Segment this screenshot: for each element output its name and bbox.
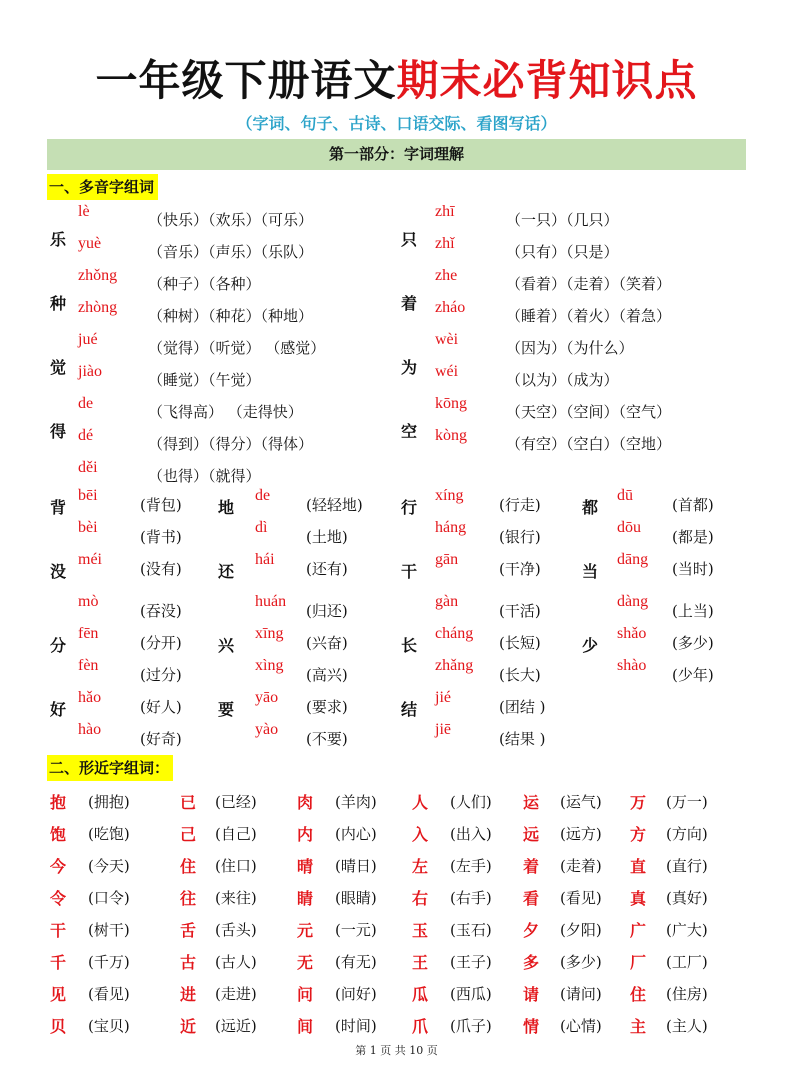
similar-word: (有无) — [335, 953, 377, 971]
similar-word: (舌头) — [215, 921, 257, 939]
similar-char: 运 — [523, 793, 540, 812]
word: (银行) — [499, 528, 541, 546]
pinyin: mò — [78, 593, 99, 610]
word: (长大) — [499, 666, 541, 684]
similar-word: (西瓜) — [450, 985, 492, 1003]
similar-word: (爪子) — [450, 1017, 492, 1035]
pinyin: yào — [255, 721, 279, 738]
pinyin: de — [255, 487, 271, 504]
word: (还有) — [306, 560, 348, 578]
pinyin: hái — [255, 551, 275, 568]
similar-word: (拥抱) — [88, 793, 130, 811]
similar-word: (吃饱) — [88, 825, 130, 843]
pinyin: wèi — [435, 331, 459, 348]
pinyin: hǎo — [78, 689, 102, 706]
pinyin: zhe — [435, 267, 458, 284]
word-group: （以为）（成为） — [506, 371, 619, 389]
similar-word: (眼睛) — [335, 889, 377, 907]
pinyin: zhī — [435, 203, 455, 220]
word: (长短) — [499, 634, 541, 652]
similar-char: 玉 — [412, 921, 429, 940]
similar-char: 元 — [297, 921, 314, 940]
pinyin: zhǒng — [78, 267, 118, 284]
similar-char: 晴 — [297, 857, 314, 876]
similar-word: (走进) — [215, 985, 257, 1003]
pinyin: fēn — [78, 625, 99, 642]
similar-char: 饱 — [50, 825, 67, 844]
similar-word: (已经) — [215, 793, 257, 811]
similar-char: 多 — [523, 953, 540, 972]
polyphonic-char: 背 — [50, 498, 67, 517]
pinyin: yāo — [255, 689, 279, 706]
pinyin: dé — [78, 427, 94, 444]
similar-char: 爪 — [412, 1017, 429, 1036]
similar-char: 进 — [180, 985, 197, 1004]
word: (背书) — [140, 528, 182, 546]
similar-word: (人们) — [450, 793, 492, 811]
polyphonic-char: 得 — [50, 422, 67, 441]
polyphonic-char: 种 — [50, 294, 67, 313]
similar-word: (广大) — [666, 921, 708, 939]
word-group: （快乐）（欢乐）（可乐） — [148, 211, 314, 229]
pinyin: jiē — [435, 721, 451, 738]
pinyin: dōu — [617, 519, 641, 536]
polyphonic-char: 长 — [401, 636, 418, 655]
similar-char: 王 — [412, 953, 429, 972]
pinyin: shào — [617, 657, 647, 674]
word-group: （音乐）（声乐）（乐队） — [148, 243, 314, 261]
similar-word: (万一) — [666, 793, 708, 811]
part-banner: 第一部分：字词理解 — [47, 139, 746, 170]
word-group: （种树）（种花）（种地） — [148, 307, 314, 325]
word-group: （也得）（就得） — [148, 467, 261, 485]
polyphonic-char: 兴 — [218, 636, 235, 655]
word-group: （觉得）（听觉） （感觉） — [148, 339, 326, 357]
pinyin: kōng — [435, 395, 467, 412]
word-group: （一只）（几只） — [506, 211, 619, 229]
similar-word: (运气) — [560, 793, 602, 811]
similar-word: (出入) — [450, 825, 492, 843]
polyphonic-char: 少 — [582, 636, 599, 655]
similar-word: (真好) — [666, 889, 708, 907]
similar-word: (一元) — [335, 921, 377, 939]
word: (轻轻地) — [306, 496, 363, 514]
polyphonic-char: 结 — [401, 700, 418, 719]
pinyin: dū — [617, 487, 633, 504]
similar-char: 干 — [50, 921, 67, 940]
polyphonic-char: 分 — [50, 636, 67, 655]
word: (不要) — [306, 730, 348, 748]
word: (上当) — [672, 602, 714, 620]
pinyin: lè — [78, 203, 90, 220]
similar-char: 情 — [523, 1017, 540, 1036]
similar-char: 住 — [180, 857, 197, 876]
similar-char: 厂 — [630, 953, 647, 972]
pinyin: dì — [255, 519, 268, 536]
word-group: （睡着）（着火）（着急） — [506, 307, 672, 325]
word: (当时) — [672, 560, 714, 578]
similar-char: 入 — [412, 825, 429, 844]
pinyin: méi — [78, 551, 102, 568]
pinyin: jué — [78, 331, 98, 348]
similar-char: 真 — [630, 889, 647, 908]
polyphonic-char: 当 — [582, 562, 599, 581]
similar-char: 古 — [180, 953, 197, 972]
pinyin: hào — [78, 721, 102, 738]
word: (好奇) — [140, 730, 182, 748]
similar-word: (口令) — [88, 889, 130, 907]
polyphonic-char: 乐 — [50, 230, 67, 249]
similar-word: (时间) — [335, 1017, 377, 1035]
pinyin: xìng — [255, 657, 284, 674]
pinyin: bèi — [78, 519, 98, 536]
similar-word: (来往) — [215, 889, 257, 907]
similar-char: 方 — [630, 825, 647, 844]
word: (没有) — [140, 560, 182, 578]
similar-char: 主 — [630, 1017, 647, 1036]
similar-char: 左 — [412, 857, 429, 876]
similar-char: 请 — [523, 985, 540, 1004]
similar-char: 己 — [180, 825, 197, 844]
polyphonic-char: 好 — [50, 700, 67, 719]
pinyin: shǎo — [617, 625, 647, 642]
pinyin: děi — [78, 459, 98, 476]
similar-word: (直行) — [666, 857, 708, 875]
polyphonic-char: 为 — [401, 358, 418, 377]
similar-word: (王子) — [450, 953, 492, 971]
polyphonic-char: 着 — [401, 294, 418, 313]
word: (首都) — [672, 496, 714, 514]
similar-word: (今天) — [88, 857, 130, 875]
section-title-similar: 二、形近字组词： — [47, 755, 173, 781]
pinyin: zhǎng — [435, 657, 474, 674]
title-black-part: 一年级下册语文 — [95, 56, 397, 105]
polyphonic-char: 干 — [401, 562, 418, 581]
similar-char: 内 — [297, 825, 314, 844]
word: (要求) — [306, 698, 348, 716]
pinyin: jié — [435, 689, 451, 706]
similar-word: (左手) — [450, 857, 492, 875]
similar-word: (右手) — [450, 889, 492, 907]
similar-char: 瓜 — [412, 985, 429, 1004]
word: (干净) — [499, 560, 541, 578]
word: (背包) — [140, 496, 182, 514]
similar-char: 无 — [297, 953, 314, 972]
title-red-part: 期末必背知识点 — [396, 56, 698, 105]
similar-word: (工厂) — [666, 953, 708, 971]
similar-char: 见 — [50, 985, 67, 1004]
word: (土地) — [306, 528, 348, 546]
similar-word: (宝贝) — [88, 1017, 130, 1035]
pinyin: zhǐ — [435, 235, 455, 252]
similar-char: 千 — [50, 953, 67, 972]
similar-char: 直 — [630, 857, 647, 876]
similar-char: 往 — [180, 889, 197, 908]
similar-word: (千万) — [88, 953, 130, 971]
word: (行走) — [499, 496, 541, 514]
word: (归还) — [306, 602, 348, 620]
pinyin: zháo — [435, 299, 466, 316]
word-group: （因为）（为什么） — [506, 339, 634, 357]
similar-word: (方向) — [666, 825, 708, 843]
similar-char: 右 — [412, 889, 429, 908]
similar-char: 人 — [412, 793, 429, 812]
polyphonic-char: 要 — [218, 700, 235, 719]
similar-word: (请问) — [560, 985, 602, 1003]
similar-word: (住口) — [215, 857, 257, 875]
pinyin: zhòng — [78, 299, 118, 316]
similar-char: 今 — [50, 857, 67, 876]
pinyin: dàng — [617, 593, 649, 610]
similar-word: (古人) — [215, 953, 257, 971]
similar-char: 远 — [523, 825, 540, 844]
similar-word: (多少) — [560, 953, 602, 971]
word-group: （只有）（只是） — [506, 243, 619, 261]
pinyin: gān — [435, 551, 459, 568]
similar-char: 睛 — [297, 889, 314, 908]
similar-word: (主人) — [666, 1017, 708, 1035]
similar-word: (自己) — [215, 825, 257, 843]
pinyin: huán — [255, 593, 287, 610]
pinyin: yuè — [78, 235, 102, 252]
section-title-polyphonic: 一、多音字组词 — [47, 174, 158, 200]
polyphonic-char: 还 — [218, 562, 235, 581]
similar-word: (羊肉) — [335, 793, 377, 811]
pinyin: cháng — [435, 625, 474, 642]
similar-char: 肉 — [297, 793, 314, 812]
similar-word: (玉石) — [450, 921, 492, 939]
similar-word: (夕阳) — [560, 921, 602, 939]
similar-char: 夕 — [523, 921, 540, 940]
pinyin: xīng — [255, 625, 284, 642]
word: (团结 ) — [499, 698, 546, 716]
similar-char: 住 — [630, 985, 647, 1004]
similar-char: 已 — [180, 793, 197, 812]
page-title — [0, 48, 793, 108]
polyphonic-char: 行 — [401, 498, 418, 517]
pinyin: jiào — [78, 363, 102, 380]
similar-word: (远方) — [560, 825, 602, 843]
pinyin: dāng — [617, 551, 649, 568]
similar-word: (晴日) — [335, 857, 377, 875]
similar-word: (内心) — [335, 825, 377, 843]
similar-word: (走着) — [560, 857, 602, 875]
similar-word: (看见) — [88, 985, 130, 1003]
polyphonic-char: 地 — [218, 498, 235, 517]
similar-char: 广 — [630, 921, 647, 940]
similar-char: 舌 — [180, 921, 197, 940]
similar-word: (树干) — [88, 921, 130, 939]
word: (多少) — [672, 634, 714, 652]
word: (分开) — [140, 634, 182, 652]
polyphonic-char: 没 — [50, 562, 67, 581]
similar-char: 近 — [180, 1017, 197, 1036]
word-group: （天空）（空间）（空气） — [506, 403, 672, 421]
similar-word: (远近) — [215, 1017, 257, 1035]
pinyin: fèn — [78, 657, 99, 674]
polyphonic-char: 都 — [582, 498, 599, 517]
word: (好人) — [140, 698, 182, 716]
similar-word: (住房) — [666, 985, 708, 1003]
word-group: （飞得高） （走得快） — [148, 403, 303, 421]
polyphonic-char: 空 — [401, 422, 418, 441]
pinyin: de — [78, 395, 94, 412]
word: (兴奋) — [306, 634, 348, 652]
pinyin: bēi — [78, 487, 98, 504]
word: (高兴) — [306, 666, 348, 684]
page-subtitle: （字词、句子、古诗、口语交际、看图写话） — [236, 114, 557, 133]
word: (都是) — [672, 528, 714, 546]
similar-word: (问好) — [335, 985, 377, 1003]
similar-char: 贝 — [50, 1017, 67, 1036]
word: (过分) — [140, 666, 182, 684]
word: (少年) — [672, 666, 714, 684]
pinyin: wéi — [435, 363, 459, 380]
similar-char: 万 — [630, 793, 647, 812]
word-group: （种子）（各种） — [148, 275, 261, 293]
similar-char: 问 — [297, 985, 314, 1004]
pinyin: háng — [435, 519, 467, 536]
word-group: （有空）（空白）（空地） — [506, 435, 672, 453]
word: (干活) — [499, 602, 541, 620]
polyphonic-char: 觉 — [50, 358, 67, 377]
similar-char: 抱 — [50, 793, 67, 812]
word-group: （看着）（走着）（笑着） — [506, 275, 672, 293]
word: (结果 ) — [499, 730, 546, 748]
pinyin: gàn — [435, 593, 459, 610]
similar-char: 看 — [523, 889, 540, 908]
polyphonic-char: 只 — [401, 230, 418, 249]
pinyin: xíng — [435, 487, 464, 504]
word-group: （得到）（得分）（得体） — [148, 435, 314, 453]
pinyin: kòng — [435, 427, 467, 444]
page-footer: 第 1 页 共 10 页 — [355, 1044, 438, 1057]
similar-char: 令 — [50, 889, 67, 908]
word-group: （睡觉）（午觉） — [148, 371, 261, 389]
similar-char: 着 — [523, 857, 540, 876]
similar-word: (看见) — [560, 889, 602, 907]
similar-char: 间 — [297, 1017, 314, 1036]
similar-word: (心情) — [560, 1017, 602, 1035]
word: (吞没) — [140, 602, 182, 620]
